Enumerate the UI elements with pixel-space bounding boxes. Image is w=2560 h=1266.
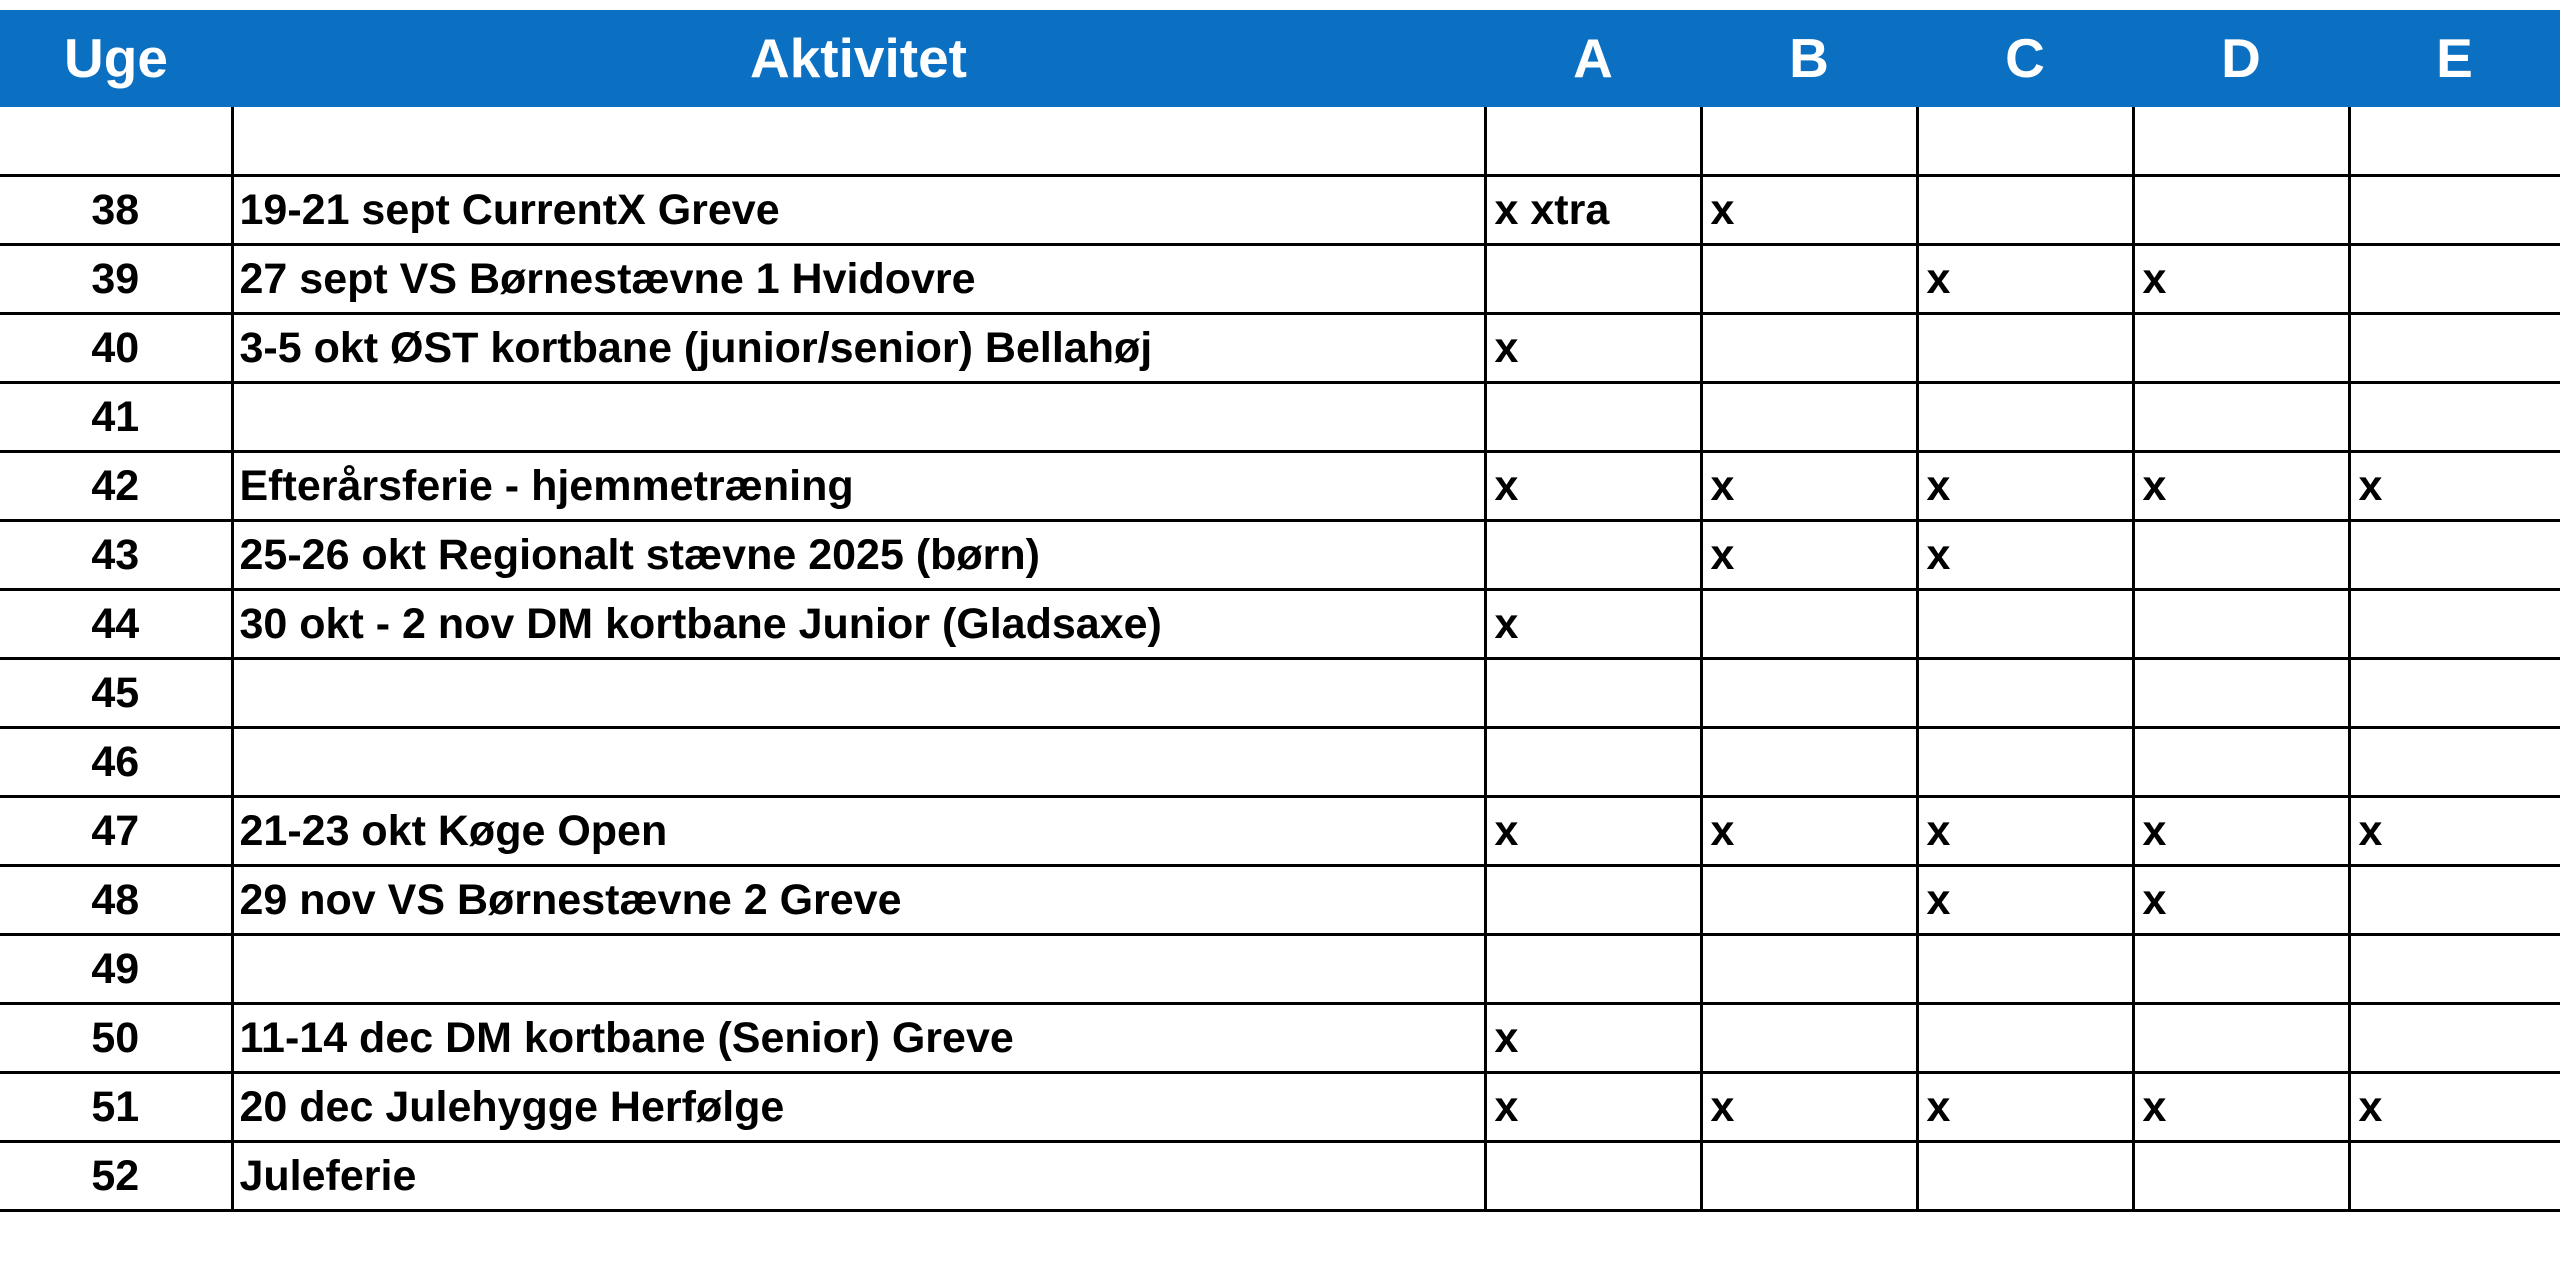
mark-cell-d[interactable]: [2133, 521, 2349, 590]
mark-cell-c[interactable]: [1917, 590, 2133, 659]
mark-cell-a[interactable]: [1485, 866, 1701, 935]
activity-cell[interactable]: [232, 935, 1485, 1004]
mark-cell-c[interactable]: x: [1917, 521, 2133, 590]
table-row: [0, 590, 2560, 659]
mark-cell-b[interactable]: x: [1701, 521, 1917, 590]
week-cell[interactable]: 52: [0, 1142, 232, 1211]
mark-cell-b[interactable]: [1701, 314, 1917, 383]
mark-cell-e[interactable]: [2349, 107, 2560, 176]
mark-cell-a[interactable]: x xtra: [1485, 176, 1701, 245]
mark-cell-e[interactable]: [2349, 1142, 2560, 1211]
mark-cell-e[interactable]: [2349, 245, 2560, 314]
mark-cell-b[interactable]: [1701, 245, 1917, 314]
activity-cell[interactable]: 3-5 okt ØST kortbane (junior/senior) Bellahøj: [232, 314, 1485, 383]
mark-cell-c[interactable]: x: [1917, 1073, 2133, 1142]
table-row: [0, 935, 2560, 1004]
mark-cell-c[interactable]: [1917, 659, 2133, 728]
mark-cell-b[interactable]: [1701, 659, 1917, 728]
mark-cell-d[interactable]: [2133, 383, 2349, 452]
week-cell[interactable]: 47: [0, 797, 232, 866]
mark-cell-d[interactable]: [2133, 107, 2349, 176]
activity-cell[interactable]: 29 nov VS Børnestævne 2 Greve: [232, 866, 1485, 935]
mark-cell-d[interactable]: [2133, 659, 2349, 728]
mark-cell-e[interactable]: [2349, 383, 2560, 452]
mark-cell-a[interactable]: [1485, 728, 1701, 797]
activity-cell[interactable]: [232, 728, 1485, 797]
activity-cell[interactable]: [232, 659, 1485, 728]
mark-cell-e[interactable]: [2349, 176, 2560, 245]
mark-cell-a[interactable]: x: [1485, 590, 1701, 659]
mark-cell-e[interactable]: [2349, 314, 2560, 383]
mark-cell-c[interactable]: [1917, 314, 2133, 383]
mark-cell-b[interactable]: [1701, 383, 1917, 452]
mark-cell-c[interactable]: [1917, 1142, 2133, 1211]
mark-cell-b[interactable]: x: [1701, 797, 1917, 866]
mark-cell-a[interactable]: [1485, 107, 1701, 176]
mark-cell-e[interactable]: [2349, 521, 2560, 590]
table-row: [0, 728, 2560, 797]
mark-cell-e[interactable]: [2349, 728, 2560, 797]
activity-cell[interactable]: 19-21 sept CurrentX Greve: [232, 176, 1485, 245]
activity-cell[interactable]: Efterårsferie - hjemmetræning: [232, 452, 1485, 521]
mark-cell-c[interactable]: [1917, 176, 2133, 245]
mark-cell-d[interactable]: x: [2133, 1073, 2349, 1142]
header-col-d[interactable]: D: [2221, 27, 2261, 89]
mark-cell-a[interactable]: [1485, 383, 1701, 452]
week-cell[interactable]: 51: [0, 1073, 232, 1142]
mark-cell-e[interactable]: [2349, 866, 2560, 935]
table-row: [0, 797, 2560, 866]
week-cell[interactable]: [0, 107, 232, 176]
mark-cell-d[interactable]: x: [2133, 452, 2349, 521]
header-week[interactable]: Uge: [64, 27, 168, 89]
mark-cell-b[interactable]: x: [1701, 176, 1917, 245]
mark-cell-a[interactable]: [1485, 521, 1701, 590]
header-row: [0, 10, 2560, 107]
week-cell[interactable]: 46: [0, 728, 232, 797]
mark-cell-c[interactable]: [1917, 728, 2133, 797]
week-cell[interactable]: 45: [0, 659, 232, 728]
mark-cell-a[interactable]: x: [1485, 452, 1701, 521]
week-cell[interactable]: 41: [0, 383, 232, 452]
mark-cell-b[interactable]: [1701, 866, 1917, 935]
table-row: [0, 176, 2560, 245]
mark-cell-d[interactable]: [2133, 1142, 2349, 1211]
mark-cell-a[interactable]: x: [1485, 797, 1701, 866]
mark-cell-c[interactable]: [1917, 107, 2133, 176]
table-row: [0, 1073, 2560, 1142]
activity-cell[interactable]: 27 sept VS Børnestævne 1 Hvidovre: [232, 245, 1485, 314]
mark-cell-c[interactable]: x: [1917, 797, 2133, 866]
activity-cell[interactable]: [232, 107, 1485, 176]
mark-cell-a[interactable]: [1485, 935, 1701, 1004]
mark-cell-e[interactable]: x: [2349, 797, 2560, 866]
mark-cell-c[interactable]: [1917, 935, 2133, 1004]
mark-cell-b[interactable]: [1701, 590, 1917, 659]
mark-cell-e[interactable]: [2349, 1004, 2560, 1073]
mark-cell-d[interactable]: [2133, 176, 2349, 245]
table-row: [0, 521, 2560, 590]
mark-cell-a[interactable]: x: [1485, 1073, 1701, 1142]
activity-cell[interactable]: [232, 383, 1485, 452]
schedule-table: [0, 107, 2560, 1212]
mark-cell-e[interactable]: [2349, 590, 2560, 659]
mark-cell-b[interactable]: x: [1701, 1073, 1917, 1142]
activity-cell[interactable]: 20 dec Julehygge Herfølge: [232, 1073, 1485, 1142]
mark-cell-c[interactable]: x: [1917, 866, 2133, 935]
table-row: [0, 659, 2560, 728]
mark-cell-b[interactable]: [1701, 935, 1917, 1004]
week-cell[interactable]: 48: [0, 866, 232, 935]
header-col-a[interactable]: A: [1573, 27, 1613, 89]
table-row: [0, 314, 2560, 383]
mark-cell-a[interactable]: x: [1485, 314, 1701, 383]
table-row: [0, 383, 2560, 452]
mark-cell-c[interactable]: x: [1917, 245, 2133, 314]
week-cell[interactable]: 43: [0, 521, 232, 590]
week-cell[interactable]: 40: [0, 314, 232, 383]
mark-cell-e[interactable]: [2349, 659, 2560, 728]
mark-cell-d[interactable]: [2133, 314, 2349, 383]
activity-cell[interactable]: Juleferie: [232, 1142, 1485, 1211]
mark-cell-a[interactable]: [1485, 659, 1701, 728]
header-col-c[interactable]: C: [2005, 27, 2045, 89]
mark-cell-d[interactable]: x: [2133, 797, 2349, 866]
mark-cell-d[interactable]: [2133, 728, 2349, 797]
table-row: [0, 107, 2560, 176]
activity-cell[interactable]: 30 okt - 2 nov DM kortbane Junior (Gladsaxe): [232, 590, 1485, 659]
mark-cell-d[interactable]: [2133, 1004, 2349, 1073]
mark-cell-b[interactable]: x: [1701, 452, 1917, 521]
mark-cell-b[interactable]: [1701, 107, 1917, 176]
header-col-e[interactable]: E: [2436, 27, 2473, 89]
mark-cell-d[interactable]: x: [2133, 866, 2349, 935]
mark-cell-c[interactable]: x: [1917, 452, 2133, 521]
mark-cell-b[interactable]: [1701, 728, 1917, 797]
week-cell[interactable]: 49: [0, 935, 232, 1004]
week-cell[interactable]: 38: [0, 176, 232, 245]
mark-cell-b[interactable]: [1701, 1142, 1917, 1211]
week-cell[interactable]: 50: [0, 1004, 232, 1073]
header-activity[interactable]: Aktivitet: [750, 27, 967, 89]
mark-cell-d[interactable]: [2133, 935, 2349, 1004]
mark-cell-a[interactable]: x: [1485, 1004, 1701, 1073]
table-row: [0, 245, 2560, 314]
table-row: [0, 866, 2560, 935]
week-cell[interactable]: 39: [0, 245, 232, 314]
mark-cell-e[interactable]: [2349, 935, 2560, 1004]
mark-cell-d[interactable]: [2133, 590, 2349, 659]
mark-cell-b[interactable]: [1701, 1004, 1917, 1073]
mark-cell-e[interactable]: x: [2349, 1073, 2560, 1142]
activity-cell[interactable]: 11-14 dec DM kortbane (Senior) Greve: [232, 1004, 1485, 1073]
mark-cell-e[interactable]: x: [2349, 452, 2560, 521]
table-row: [0, 452, 2560, 521]
activity-cell[interactable]: 21-23 okt Køge Open: [232, 797, 1485, 866]
mark-cell-d[interactable]: x: [2133, 245, 2349, 314]
week-cell[interactable]: 42: [0, 452, 232, 521]
table-row: [0, 1004, 2560, 1073]
mark-cell-c[interactable]: [1917, 383, 2133, 452]
mark-cell-a[interactable]: [1485, 245, 1701, 314]
mark-cell-a[interactable]: [1485, 1142, 1701, 1211]
header-col-b[interactable]: B: [1789, 27, 1829, 89]
activity-cell[interactable]: 25-26 okt Regionalt stævne 2025 (børn): [232, 521, 1485, 590]
week-cell[interactable]: 44: [0, 590, 232, 659]
table-row: [0, 1142, 2560, 1211]
mark-cell-c[interactable]: [1917, 1004, 2133, 1073]
